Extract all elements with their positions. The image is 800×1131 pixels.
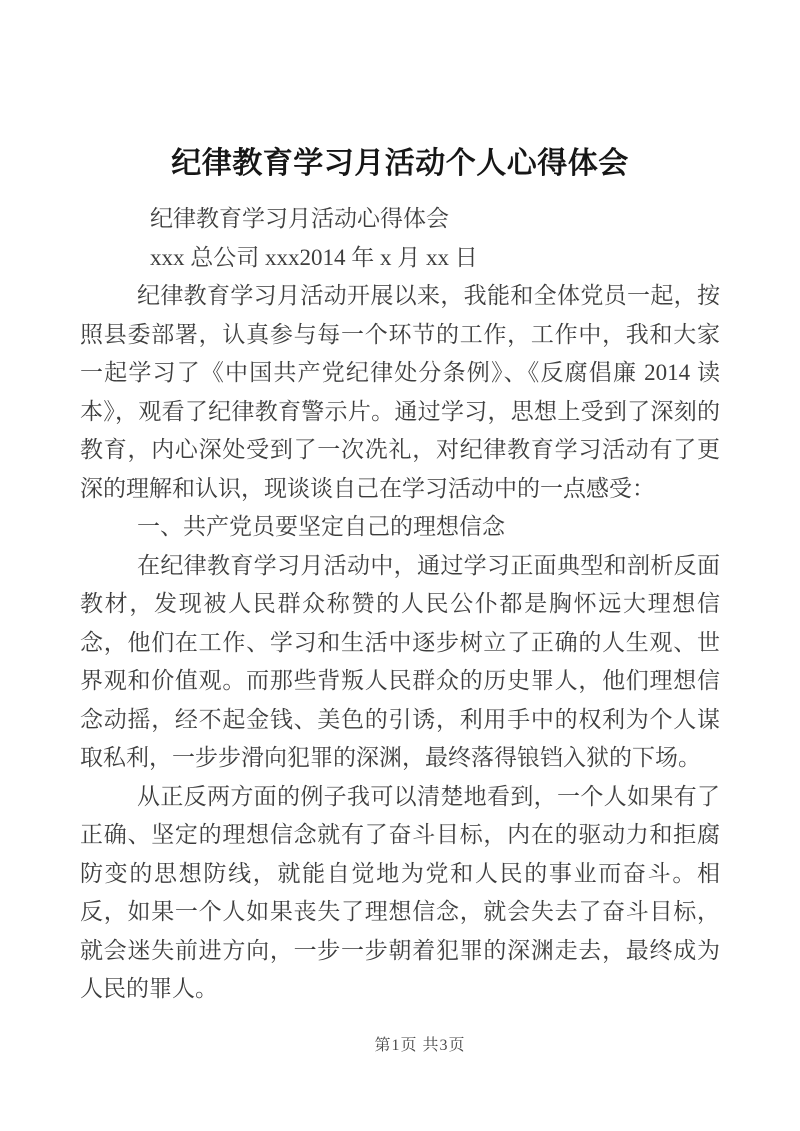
body-paragraph: 纪律教育学习月活动开展以来，我能和全体党员一起，按照县委部署，认真参与每一个环节的工作，工作中，我和大家一起学习了《中国共产党纪律处分条例》、《反腐倡廉 2014 读本》，观看了纪律教育警示片。通过学习，思想上受到了深刻的教育，内心深处受到了一次冼礼，对纪律教育学习活动有了更深的理解和认识，现谈谈自己在学习活动中的一点感受： [80, 283, 720, 501]
page-footer [0, 1033, 800, 1059]
subtitle-line: xxx 总公司 xxx2014 年 x 月 xx 日 [150, 245, 478, 270]
document-body [80, 277, 720, 1009]
body-paragraph: 在纪律教育学习月活动中，通过学习正面典型和剖析反面教材，发现被人民群众称赞的人民公仆都是胸怀远大理想信念，他们在工作、学习和生活中逐步树立了正确的人生观、世界观和价值观。而那些背叛人民群众的历史罪人，他们理想信念动摇，经不起金钱、美色的引诱，利用手中的权利为个人谋取私利，一步步滑向犯罪的深渊，最终落得锒铛入狱的下场。 [80, 552, 720, 770]
document-title: 纪律教育学习月活动个人心得体会 [171, 147, 629, 180]
body-paragraph: 从正反两方面的例子我可以清楚地看到，一个人如果有了正确、坚定的理想信念就有了奋斗目标，内在的驱动力和拒腐防变的思想防线，就能自觉地为党和人民的事业而奋斗。相反，如果一个人如果丧失了理想信念，就会失去了奋斗目标，就会迷失前进方向，一步一步朝着犯罪的深渊走去，最终成为人民的罪人。 [80, 783, 720, 1001]
subtitle-block [80, 199, 720, 277]
subtitle-line: 纪律教育学习月活动心得体会 [150, 206, 449, 231]
section-heading: 一、共产党员要坚定自己的理想信念 [137, 514, 505, 539]
document-content [80, 141, 720, 1009]
page-number: 第1页 共3页 [374, 1037, 466, 1054]
